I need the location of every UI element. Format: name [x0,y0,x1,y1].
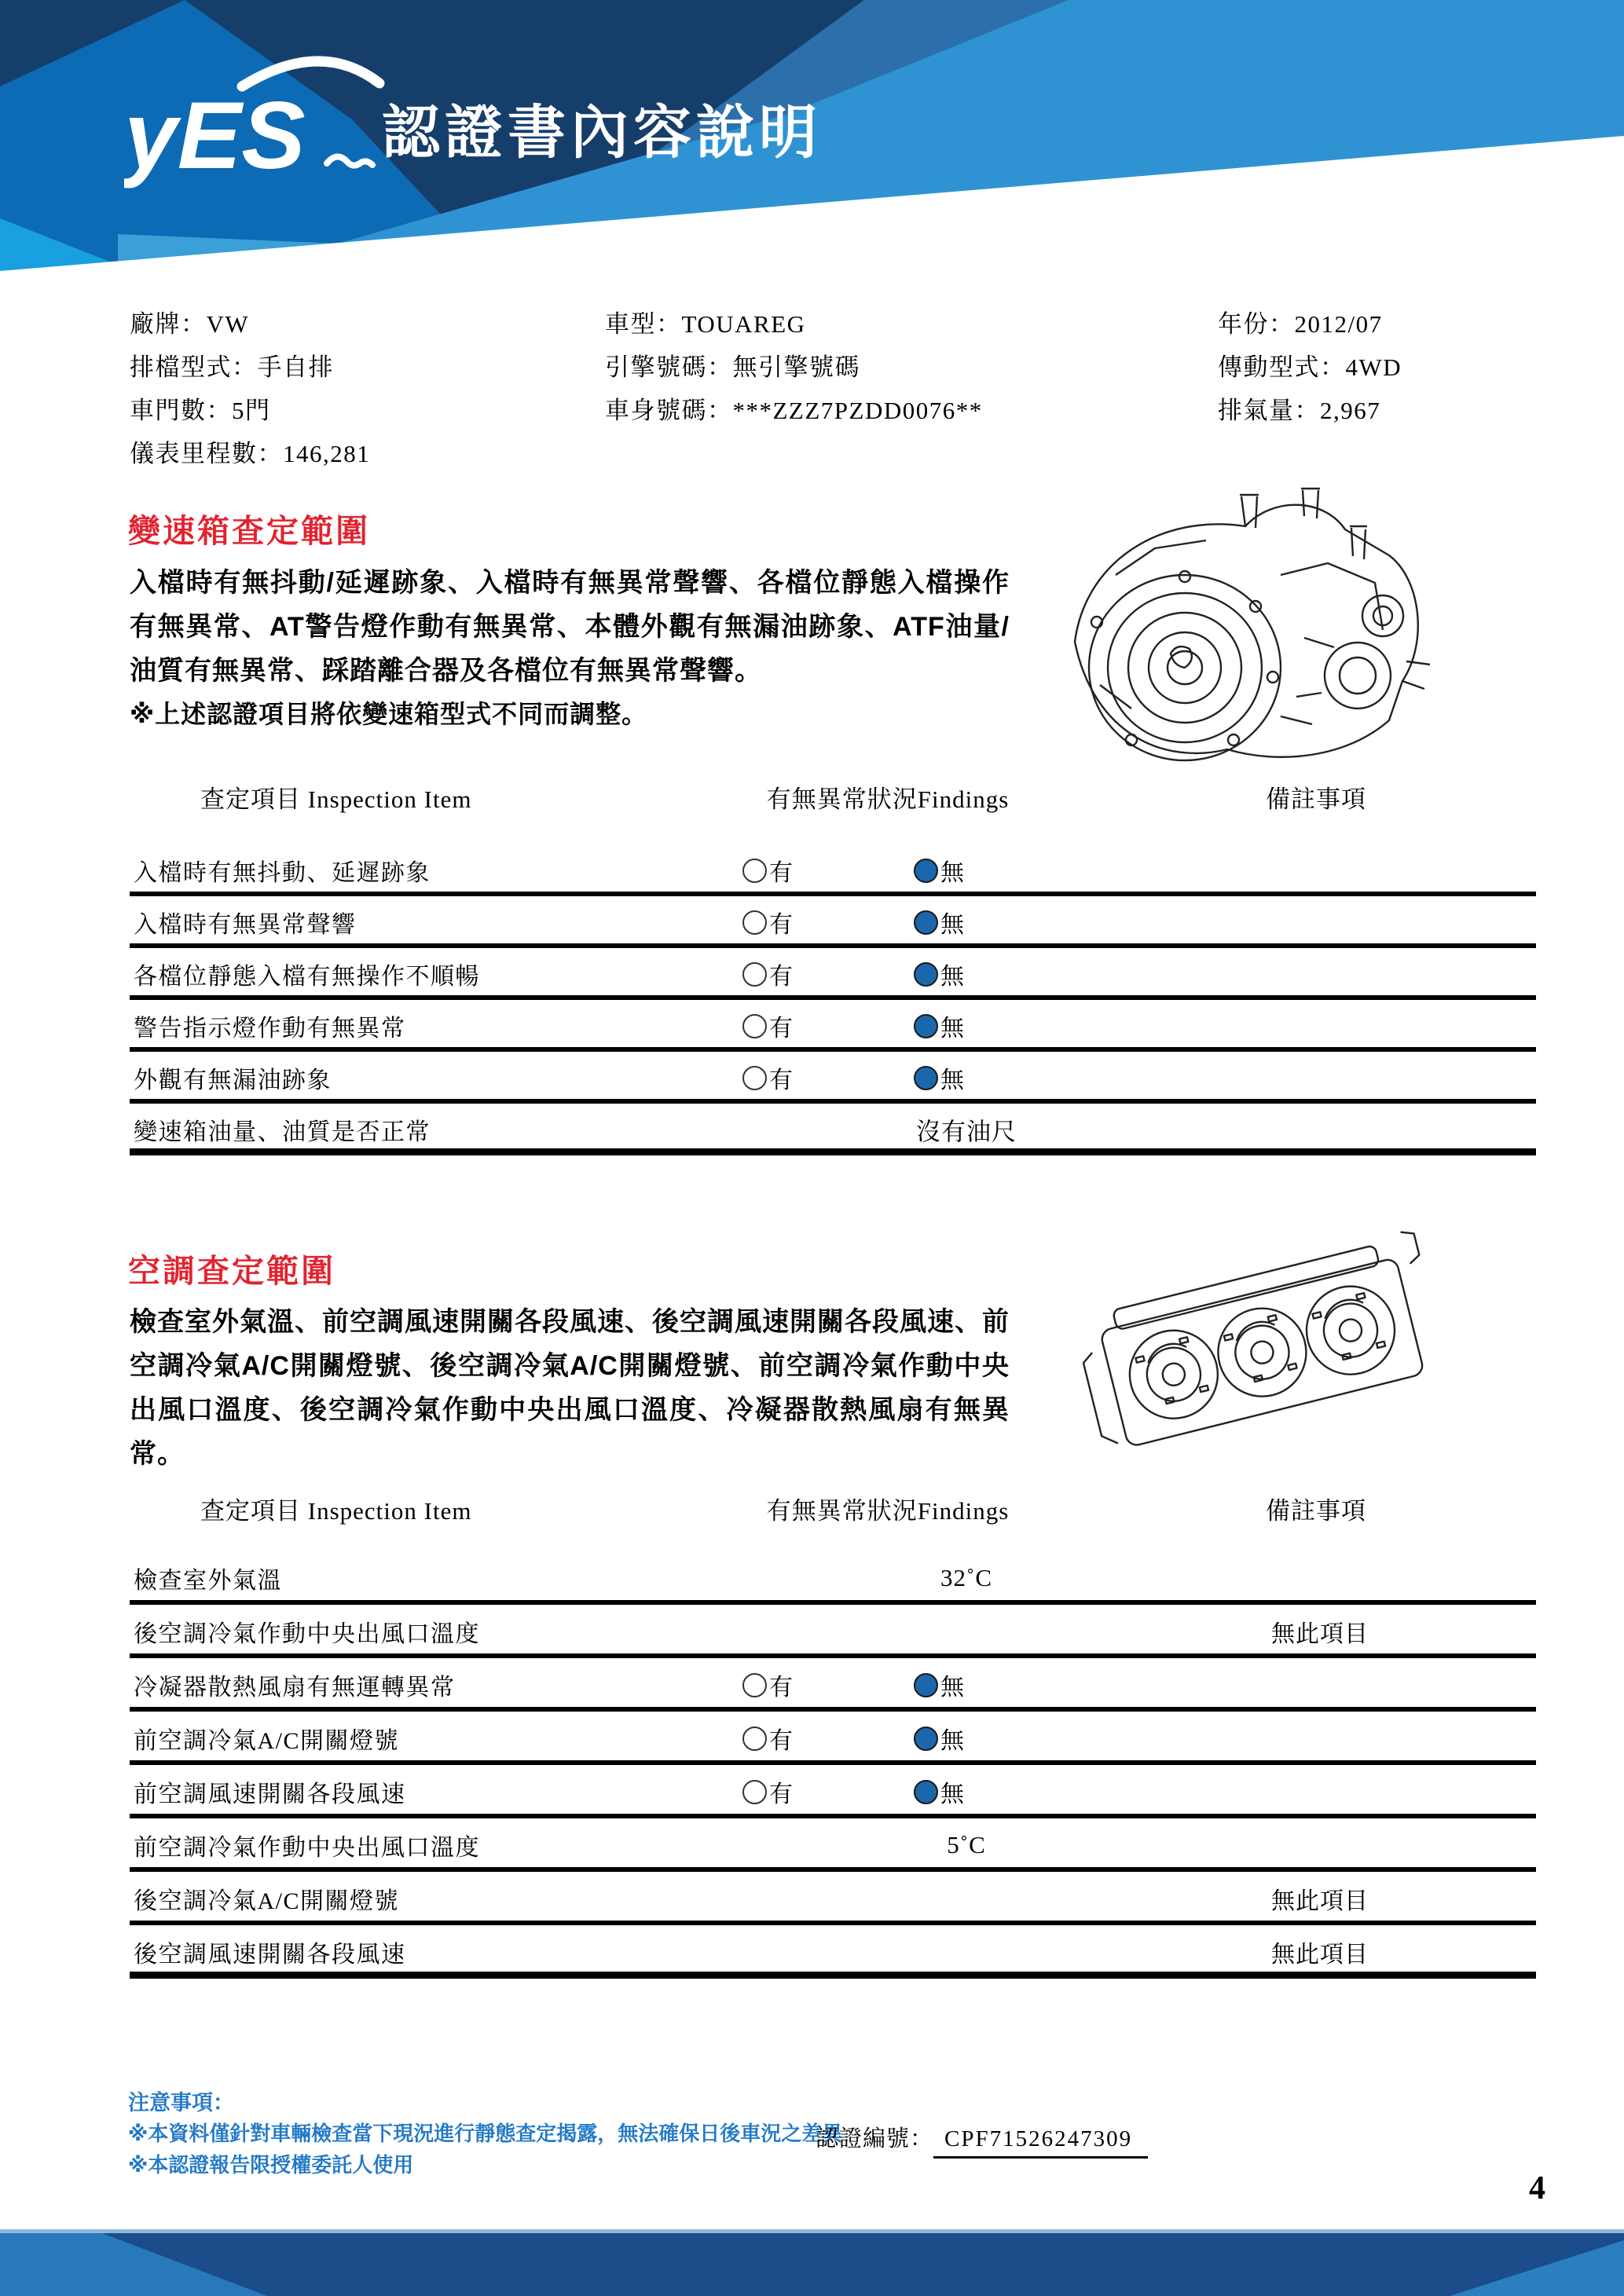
radio-option-yes [742,1774,793,1809]
radio-option-label: 無 [940,912,964,938]
finding-value: 沒有油尺 [916,1118,1017,1146]
radio-no-icon [914,962,938,987]
radio-no-icon [914,859,938,883]
radio-option-label: 無 [940,1016,964,1042]
inspection-item-label: 後空調冷氣A/C開關燈號 [134,1888,400,1914]
radio-option-no [914,1721,964,1756]
vehicle-info-column-3 [1218,302,1402,432]
vehicle-info-line: 傳動型式：4WD [1218,353,1402,381]
ac-panel-illustration [1083,1218,1440,1485]
radio-no-icon [914,1727,938,1751]
inspection-row [130,844,1536,896]
remark-value: 無此項目 [1271,1888,1369,1914]
radio-yes-icon [742,962,767,987]
vehicle-info-column-2 [605,302,983,432]
inspection-row [130,1000,1536,1052]
remark-value: 無此項目 [1271,1942,1369,1968]
vehicle-info-line: 排檔型式：手自排 [130,353,334,381]
footer-notes-title: 注意事項： [128,2091,234,2115]
radio-option-yes [742,1060,793,1095]
inspection-row [130,1872,1536,1925]
radio-no-icon [914,1066,938,1090]
car-tail-swoosh-icon [327,156,372,165]
radio-option-label: 無 [940,964,964,990]
inspection-item-label: 冷凝器散熱風扇有無運轉異常 [134,1675,456,1701]
radio-option-label: 無 [940,1728,964,1754]
vehicle-info-line: 廠牌：VW [130,310,250,338]
radio-option-yes [742,1721,793,1756]
radio-option-label: 無 [940,1782,964,1807]
vehicle-info-line: 排氣量：2,967 [1218,397,1381,424]
radio-option-label: 有 [769,912,793,938]
inspection-item-label: 後空調風速開關各段風速 [134,1942,406,1968]
finding-value: 5˚C [947,1831,986,1858]
inspection-item-label: 變速箱油量、油質是否正常 [134,1119,431,1145]
radio-no-icon [914,1673,938,1697]
certificate-number-label: 認證編號： [816,2126,934,2151]
vehicle-info-line: 車型：TOUAREG [605,310,806,338]
inspection-item-label: 檢查室外氣溫 [134,1568,282,1594]
inspection-item-label: 前空調冷氣A/C開關燈號 [134,1728,400,1754]
radio-option-no [914,1668,964,1702]
inspection-row [130,1052,1536,1104]
inspection-item-label: 後空調冷氣作動中央出風口溫度 [134,1621,480,1647]
table2-header-findings: 有無異常狀況Findings [766,1497,1010,1525]
section-description-ac: 檢查室外氣溫、前空調風速開關各段風速、後空調風速開關各段風速、前空調冷氣A/C開關燈號、後空調冷氣A/C開關燈號、前空調冷氣作動中央出風口溫度、後空調冷氣作動中央出風口溫度、冷凝器散熱風扇有無異常。 [130,1307,1010,1469]
inspection-row [130,1765,1536,1818]
section-title-transmission: 變速箱查定範圍 [128,513,370,549]
inspection-row [130,1925,1536,1979]
table2-header-remark: 備註事項 [1266,1497,1366,1525]
table1-header-remark: 備註事項 [1266,785,1366,813]
certificate-number-value: CPF71526247309 [933,2126,1148,2159]
radio-option-yes [742,905,793,939]
inspection-item-label: 前空調風速開關各段風速 [134,1782,406,1807]
radio-option-label: 有 [769,1016,793,1042]
vehicle-info-line: 儀表里程數：146,281 [130,440,371,467]
row-separator [130,1148,1536,1155]
finding-value: 32˚C [940,1564,992,1591]
table2-header-item: 查定項目 Inspection Item [200,1497,472,1525]
radio-option-label: 有 [769,1728,793,1754]
radio-option-yes [742,1668,793,1702]
vehicle-info-line: 年份：2012/07 [1218,310,1383,338]
inspection-item-label: 各檔位靜態入檔有無操作不順暢 [134,964,480,990]
inspection-item-label: 前空調冷氣作動中央出風口溫度 [134,1835,480,1861]
radio-yes-icon [742,910,767,935]
radio-yes-icon [742,1673,767,1697]
inspection-row [130,948,1536,1000]
inspection-row [130,1818,1536,1872]
inspection-item-label: 外觀有無漏油跡象 [134,1067,332,1093]
vehicle-info-column-1 [130,302,370,475]
row-separator [130,1972,1536,1979]
table1-header-item: 查定項目 Inspection Item [200,785,472,813]
certificate-number-row [816,2121,1148,2153]
radio-no-icon [914,1780,938,1804]
radio-option-label: 有 [769,860,793,886]
footer-note-1: ※本資料僅針對車輛檢查當下現況進行靜態查定揭露，無法確保日後車況之差異 [128,2122,843,2145]
radio-option-yes [742,1009,793,1043]
inspection-row [130,1551,1536,1605]
radio-option-no [914,1774,964,1809]
radio-option-yes [742,957,793,991]
yes-logo [124,49,391,198]
page-number: 4 [1529,2170,1545,2206]
inspection-item-label: 入檔時有無抖動、延遲跡象 [134,860,431,886]
radio-option-no [914,1060,964,1095]
vehicle-info-line: 車門數：5門 [130,397,271,424]
vehicle-info-line: 車身號碼：***ZZZ7PZDD0076** [605,397,983,424]
footer-bar [0,2229,1624,2296]
radio-option-no [914,905,964,939]
transmission-illustration [1045,481,1442,773]
radio-yes-icon [742,1014,767,1038]
radio-option-label: 有 [769,1675,793,1701]
radio-option-label: 無 [940,1067,964,1093]
radio-option-label: 有 [769,1067,793,1093]
radio-option-yes [742,853,793,888]
radio-option-label: 有 [769,964,793,990]
inspection-row [130,1712,1536,1765]
radio-no-icon [914,1014,938,1038]
radio-yes-icon [742,1727,767,1751]
footer-note-2: ※本認證報告限授權委託人使用 [128,2153,414,2177]
inspection-item-label: 警告指示燈作動有無異常 [134,1016,406,1042]
remark-value: 無此項目 [1271,1621,1369,1647]
radio-yes-icon [742,1780,767,1804]
section-title-ac: 空調查定範圍 [128,1253,335,1289]
radio-option-no [914,853,964,888]
inspection-row [130,896,1536,948]
radio-no-icon [914,910,938,935]
inspection-item-label: 入檔時有無異常聲響 [134,912,357,938]
radio-yes-icon [742,859,767,883]
inspection-row [130,1605,1536,1658]
section-description-transmission: 入檔時有無抖動/延遲跡象、入檔時有無異常聲響、各檔位靜態入檔操作有無異常、AT警告燈作動有無異常、本體外觀有無漏油跡象、ATF油量/油質有無異常、踩踏離合器及各檔位有無異常聲響。 [130,568,1010,686]
inspection-row [130,1658,1536,1712]
radio-option-label: 有 [769,1782,793,1807]
radio-option-label: 無 [940,860,964,886]
section-note-transmission: ※上述認證項目將依變速箱型式不同而調整。 [130,700,648,728]
radio-option-no [914,957,964,991]
page-title: 認證書內容說明 [382,100,822,165]
table1-header-findings: 有無異常狀況Findings [766,785,1010,813]
vehicle-info-line: 引擎號碼：無引擎號碼 [605,353,860,381]
radio-option-label: 無 [940,1675,964,1701]
radio-yes-icon [742,1066,767,1090]
radio-option-no [914,1009,964,1043]
inspection-row [130,1104,1536,1155]
yes-logo-text: yES [124,82,306,189]
